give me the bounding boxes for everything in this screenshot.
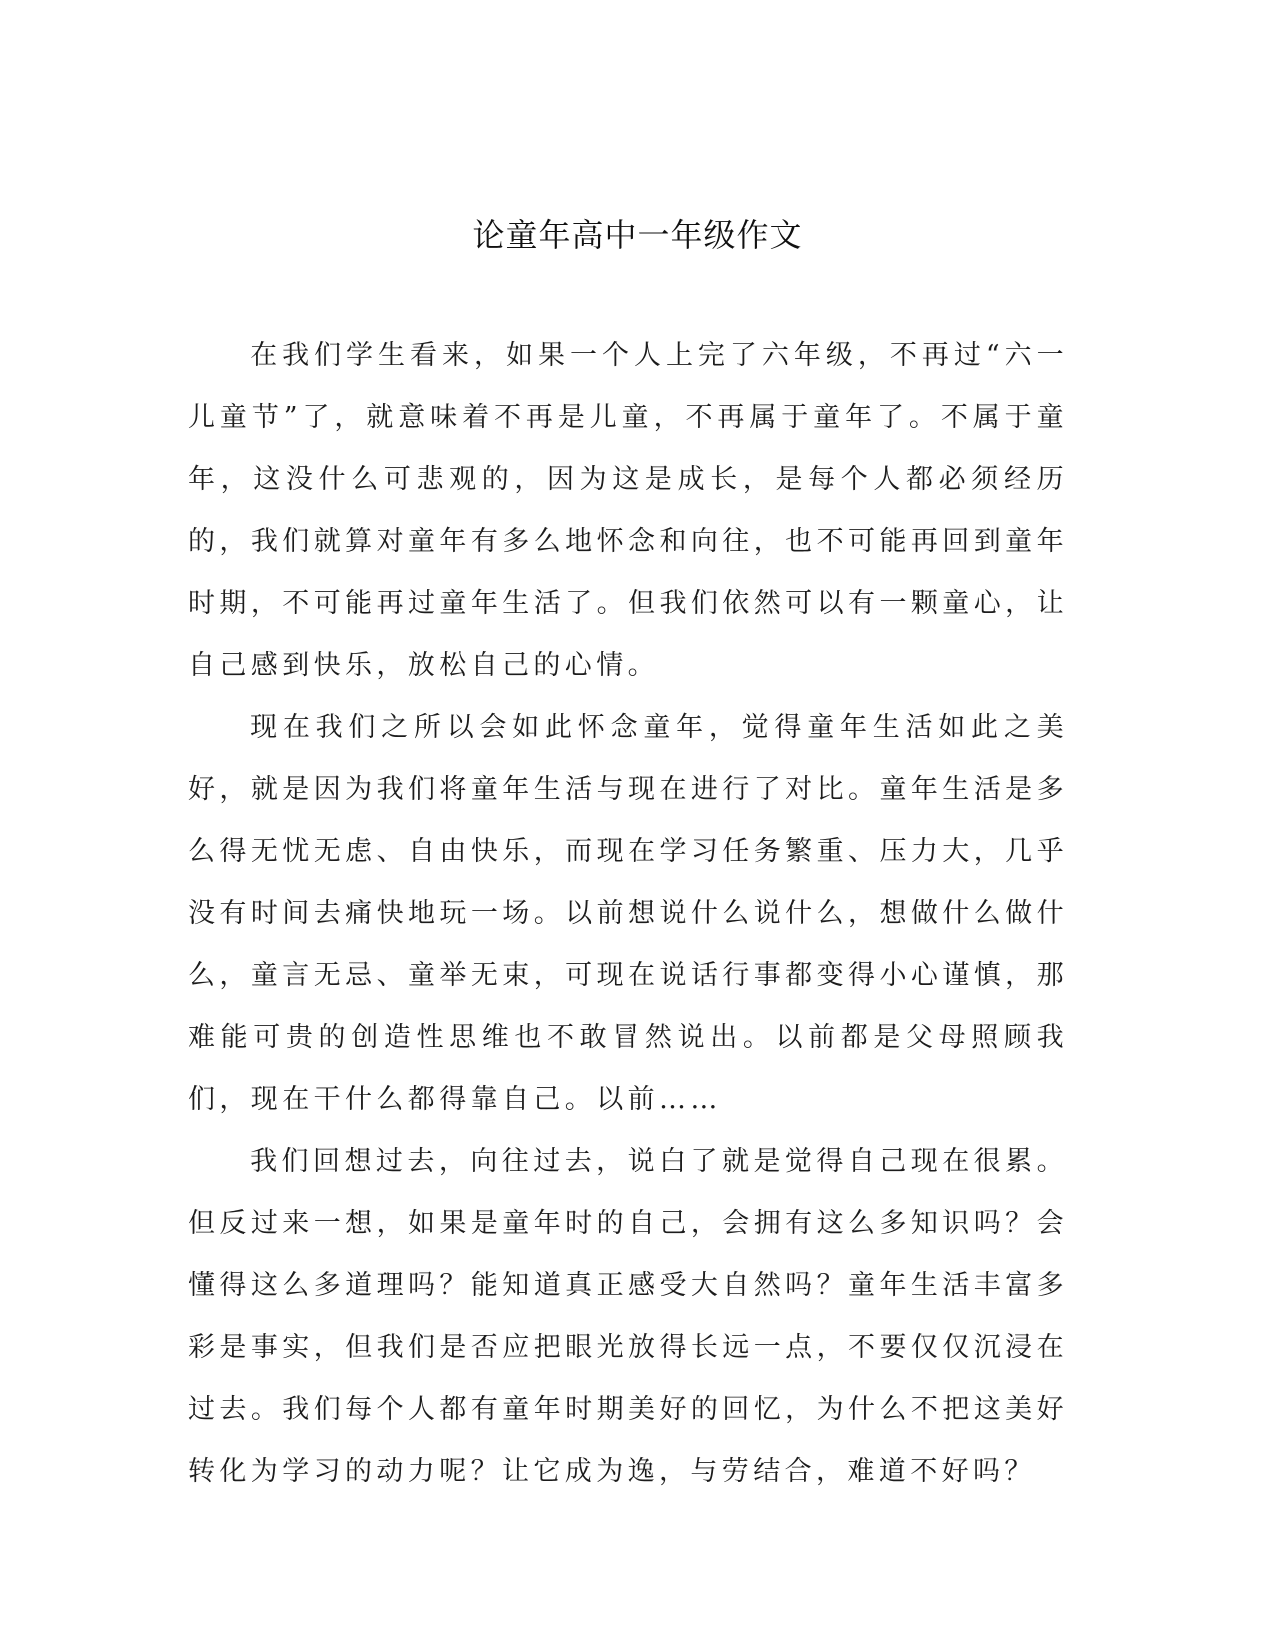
paragraph-3: 我们回想过去，向往过去，说白了就是觉得自己现在很累。但反过来一想，如果是童年时的自己，会拥有这么多知识吗？会懂得这么多道理吗？能知道真正感受大自然吗？童年生活丰富多彩是事实，但我们是否应把眼光放得长远一点，不要仅仅沉浸在过去。我们每个人都有童年时期美好的回忆，为什么不把这美好转化为学习的动力呢？让它成为逸，与劳结合，难道不好吗？ <box>188 1146 1068 1487</box>
paragraph-2: 现在我们之所以会如此怀念童年，觉得童年生活如此之美好，就是因为我们将童年生活与现在进行了对比。童年生活是多么得无忧无虑、自由快乐，而现在学习任务繁重、压力大，几乎没有时间去痛快地玩一场。以前想说什么说什么，想做什么做什么，童言无忌、童举无束，可现在说话行事都变得小心谨慎，那难能可贵的创造性思维也不敢冒然说出。以前都是父母照顾我们，现在干什么都得靠自己。以前…… <box>188 712 1068 1115</box>
document-title: 论童年高中一年级作文 <box>472 216 803 254</box>
document-body <box>188 325 1068 1503</box>
paragraph-1: 在我们学生看来，如果一个人上完了六年级，不再过“六一儿童节”了，就意味着不再是儿童，不再属于童年了。不属于童年，这没什么可悲观的，因为这是成长，是每个人都必须经历的，我们就算对童年有多么地怀念和向往，也不可能再回到童年时期，不可能再过童年生活了。但我们依然可以有一颗童心，让自己感到快乐，放松自己的心情。 <box>188 340 1068 681</box>
